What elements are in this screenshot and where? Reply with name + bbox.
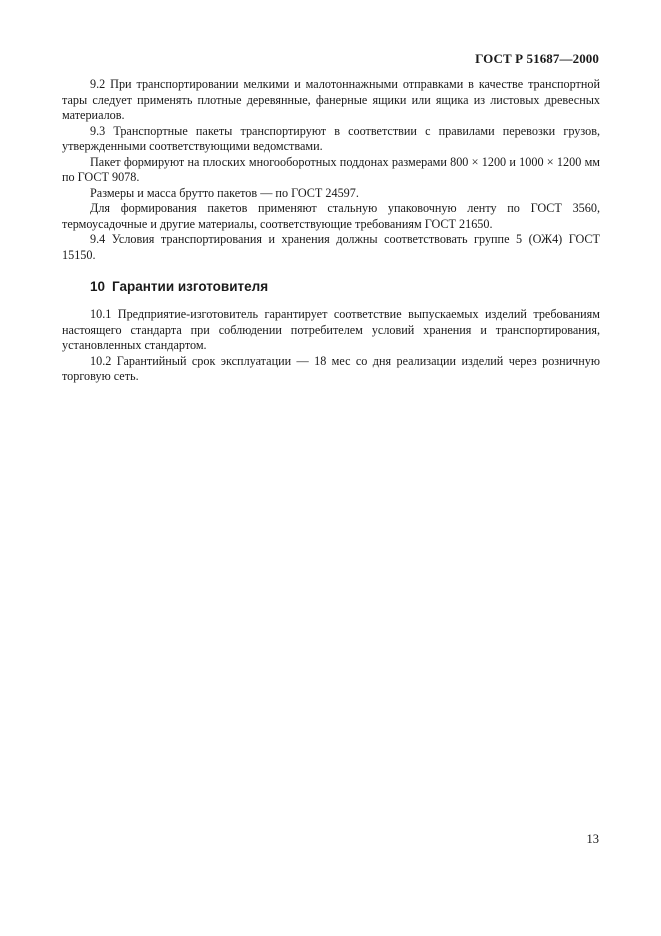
document-header-standard-id: ГОСТ Р 51687—2000 [475, 51, 599, 66]
section-10-number: 10 [90, 279, 106, 294]
paragraph-9-4: 9.4 Условия транспортирования и хранения должны соответствовать группе 5 (ОЖ4) ГОСТ 15150. [62, 232, 600, 262]
paragraph-package-dimensions: Размеры и масса брутто пакетов — по ГОСТ 24597. [90, 185, 359, 200]
section-10-title: Гарантии изготовителя [112, 279, 269, 294]
section-10-heading [62, 278, 600, 296]
section-9-body [62, 77, 600, 263]
paragraph-9-3: 9.3 Транспортные пакеты транспортируют в соответствии с правилами перевозки грузов, утвержденными соответствующими ведомствами. [62, 123, 600, 153]
section-10-body [62, 307, 600, 385]
paragraph-10-2: 10.2 Гарантийный срок эксплуатации — 18 мес со дня реализации изделий через розничную торговую сеть. [62, 353, 600, 383]
paragraph-10-1: 10.1 Предприятие-изготовитель гарантирует соответствие выпускаемых изделий требованиям настоящего стандарта при соблюдении потребителем условий хранения и транспортирования, установленных стандартом. [62, 307, 600, 352]
paragraph-packaging-materials: Для формирования пакетов применяют стальную упаковочную ленту по ГОСТ 3560, термоусадочные и другие материалы, соответствующие требованиям ГОСТ 21650. [62, 201, 600, 231]
document-body [62, 77, 600, 385]
page-number: 13 [586, 832, 599, 846]
paragraph-9-2: 9.2 При транспортировании мелкими и малотоннажными отправками в качестве транспортной тары следует применять плотные деревянные, фанерные ящики или ящика из листовых древесных материалов. [62, 77, 600, 122]
paragraph-pallet-formation: Пакет формируют на плоских многооборотных поддонах размерами 800 × 1200 и 1000 × 1200 мм по ГОСТ 9078. [62, 154, 600, 184]
